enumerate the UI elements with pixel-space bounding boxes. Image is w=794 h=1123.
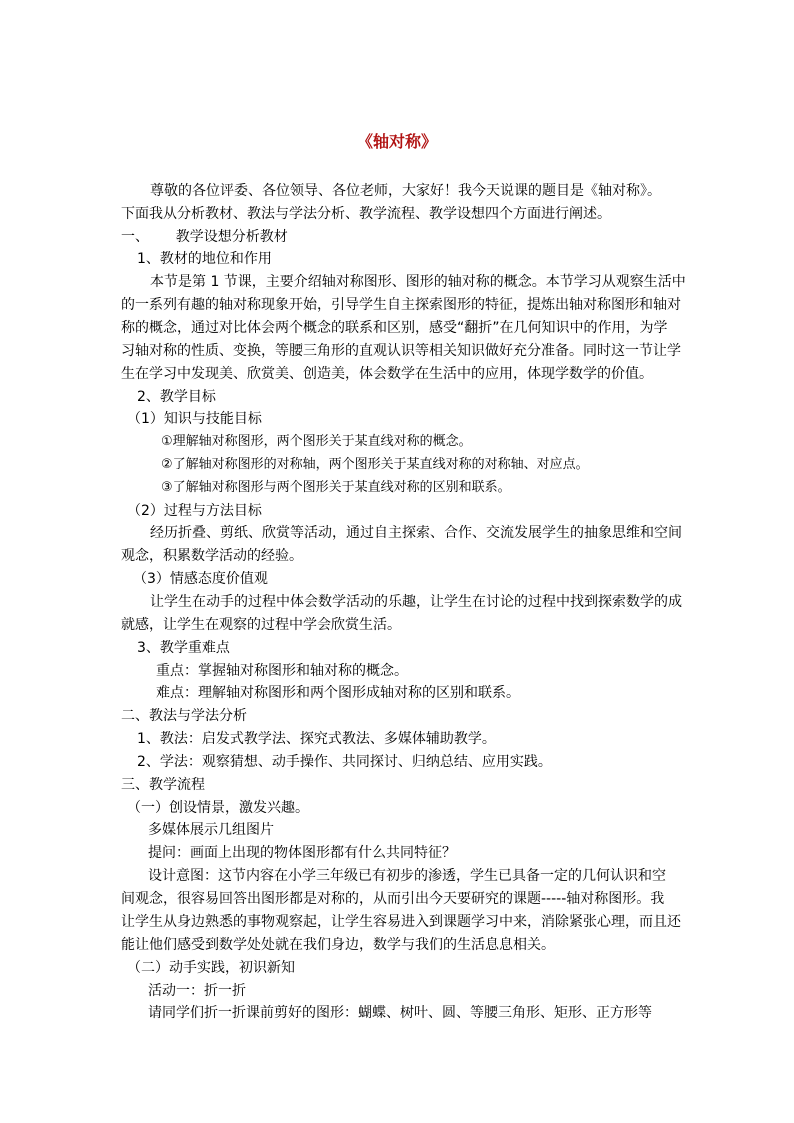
subsection-heading: 3、教学重难点	[137, 640, 230, 656]
list-item: ②了解轴对称图形的对称轴，两个图形关于某直线对称的对称轴、对应点。	[161, 457, 589, 472]
paragraph-line: 让学生从身边熟悉的事物观察起，让学生容易进入到课题学习中来，消除紧张心理，而且还	[121, 914, 681, 930]
subsection-heading: （3）情感态度价值观	[133, 571, 268, 587]
paragraph-line: 称的概念，通过对比体会两个概念的联系和区别，感受“翻折”在几何知识中的作用，为学	[121, 320, 668, 336]
paragraph-line: 1、教法：启发式教学法、探究式教法、多媒体辅助教学。	[137, 731, 496, 747]
subsection-heading: 2、教学目标	[137, 389, 216, 405]
paragraph-line: 尊敬的各位评委、各位领导、各位老师，大家好！我今天说课的题目是《轴对称》。	[150, 183, 661, 199]
subsection-heading: （2）过程与方法目标	[127, 503, 262, 519]
paragraph-line: 生在学习中发现美、欣赏美、创造美，体会数学在生活中的应用，体现学数学的价值。	[121, 366, 653, 382]
section-heading: 二、教法与学法分析	[121, 708, 247, 724]
paragraph-line: 间观念，很容易回答出图形都是对称的，从而引出今天要研究的课题-----轴对称图形。我	[121, 891, 665, 907]
section-heading: 三、教学流程	[121, 777, 205, 793]
subsection-heading: （1）知识与技能目标	[127, 411, 262, 427]
subsection-heading: （二）动手实践，初识新知	[127, 960, 295, 976]
paragraph-line: 让学生在动手的过程中体会数学活动的乐趣，让学生在讨论的过程中找到探索数学的成	[150, 594, 682, 610]
paragraph-line: 习轴对称的性质、变换，等腰三角形的直观认识等相关知识做好充分准备。同时这一节让学	[121, 343, 681, 359]
subsection-heading: 1、教材的地位和作用	[137, 251, 272, 267]
paragraph-line: 重点：掌握轴对称图形和轴对称的概念。	[156, 663, 408, 679]
document-title: 《轴对称》	[356, 132, 437, 151]
paragraph-line: 提问：画面上出现的物体图形都有什么共同特征？	[148, 845, 456, 861]
subsection-heading: （一）创设情景，激发兴趣。	[127, 800, 309, 816]
paragraph-line: 难点：理解轴对称图形和两个图形成轴对称的区别和联系。	[156, 685, 520, 701]
paragraph-line: 请同学们折一折课前剪好的图形：蝴蝶、树叶、圆、等腰三角形、矩形、正方形等	[148, 1005, 652, 1021]
paragraph-line: 活动一：折一折	[148, 983, 246, 999]
paragraph-line: 下面我从分析教材、教法与学法分析、教学流程、教学设想四个方面进行阐述。	[121, 206, 611, 222]
list-item: ③了解轴对称图形与两个图形关于某直线对称的区别和联系。	[161, 480, 511, 495]
paragraph-line: 能让他们感受到数学处处就在我们身边，数学与我们的生活息息相关。	[121, 937, 555, 953]
paragraph-line: 设计意图：这节内容在小学三年级已有初步的渗透，学生已具备一定的几何认识和空	[148, 868, 666, 884]
list-item: ①理解轴对称图形，两个图形关于某直线对称的概念。	[161, 434, 472, 449]
paragraph-line: 多媒体展示几组图片	[148, 822, 274, 838]
paragraph-line: 观念，积累数学活动的经验。	[121, 548, 303, 564]
paragraph-line: 就感，让学生在观察的过程中学会欣赏生活。	[121, 617, 401, 633]
section-heading: 一、 教学设想分析教材	[121, 229, 288, 245]
paragraph-line: 的一系列有趣的轴对称现象开始，引导学生自主探索图形的特征，提炼出轴对称图形和轴对	[121, 297, 681, 313]
paragraph-line: 本节是第 1 节课，主要介绍轴对称图形、图形的轴对称的概念。本节学习从观察生活中	[150, 274, 686, 290]
paragraph-line: 2、学法：观察猜想、动手操作、共同探讨、归纳总结、应用实践。	[137, 754, 552, 770]
paragraph-line: 经历折叠、剪纸、欣赏等活动，通过自主探索、合作、交流发展学生的抽象思维和空间	[150, 525, 682, 541]
